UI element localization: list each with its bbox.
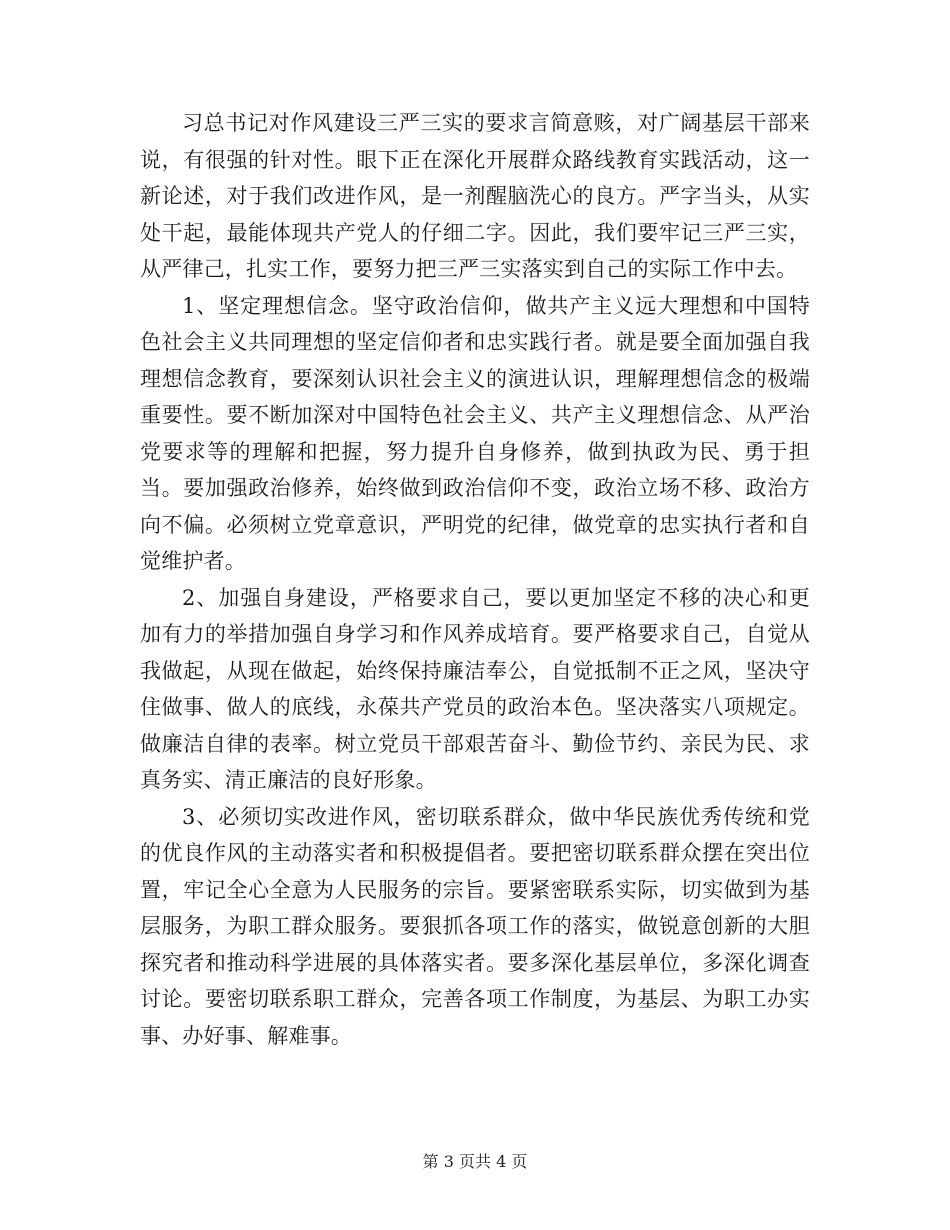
paragraph-point-3: 3、必须切实改进作风，密切联系群众，做中华民族优秀传统和党的优良作风的主动落实者和积极提倡者。要把密切联系群众摆在突出位置，牢记全心全意为人民服务的宗旨。要紧密联系实际，切实做到为基层服务，为职工群众服务。要狠抓各项工作的落实，做锐意创新的大胆探究者和推动科学进展的具体落实者。要多深化基层单位，多深化调查讨论。要密切联系职工群众，完善各项工作制度，为基层、为职工办实事、办好事、解难事。: [140, 804, 810, 1048]
paragraph-intro: 习总书记对作风建设三严三实的要求言简意赅，对广阔基层干部来说，有很强的针对性。眼下正在深化开展群众路线教育实践活动，这一新论述，对于我们改进作风，是一剂醒脑洗心的良方。严字当头，从实处干起，最能体现共产党人的仔细二字。因此，我们要牢记三严三实，从严律己，扎实工作，要努力把三严三实落实到自己的实际工作中去。: [140, 111, 810, 281]
page-number-footer: 第 3 页共 4 页: [422, 1152, 528, 1171]
document-body: [140, 105, 810, 1054]
paragraph-point-1: 1、坚定理想信念。坚守政治信仰，做共产主义远大理想和中国特色社会主义共同理想的坚定信仰者和忠实践行者。就是要全面加强自我理想信念教育，要深刻认识社会主义的演进认识，理解理想信念的极端重要性。要不断加深对中国特色社会主义、共产主义理想信念、从严治党要求等的理解和把握，努力提升自身修养，做到执政为民、勇于担当。要加强政治修养，始终做到政治信仰不变，政治立场不移、政治方向不偏。必须树立党章意识，严明党的纪律，做党章的忠实执行者和自觉维护者。: [140, 293, 810, 573]
paragraph-point-2: 2、加强自身建设，严格要求自己，要以更加坚定不移的决心和更加有力的举措加强自身学习和作风养成培育。要严格要求自己，自觉从我做起，从现在做起，始终保持廉洁奉公，自觉抵制不正之风，坚决守住做事、做人的底线，永葆共产党员的政治本色。坚决落实八项规定。做廉洁自律的表率。树立党员干部艰苦奋斗、勤俭节约、亲民为民、求真务实、清正廉洁的良好形象。: [140, 585, 810, 792]
